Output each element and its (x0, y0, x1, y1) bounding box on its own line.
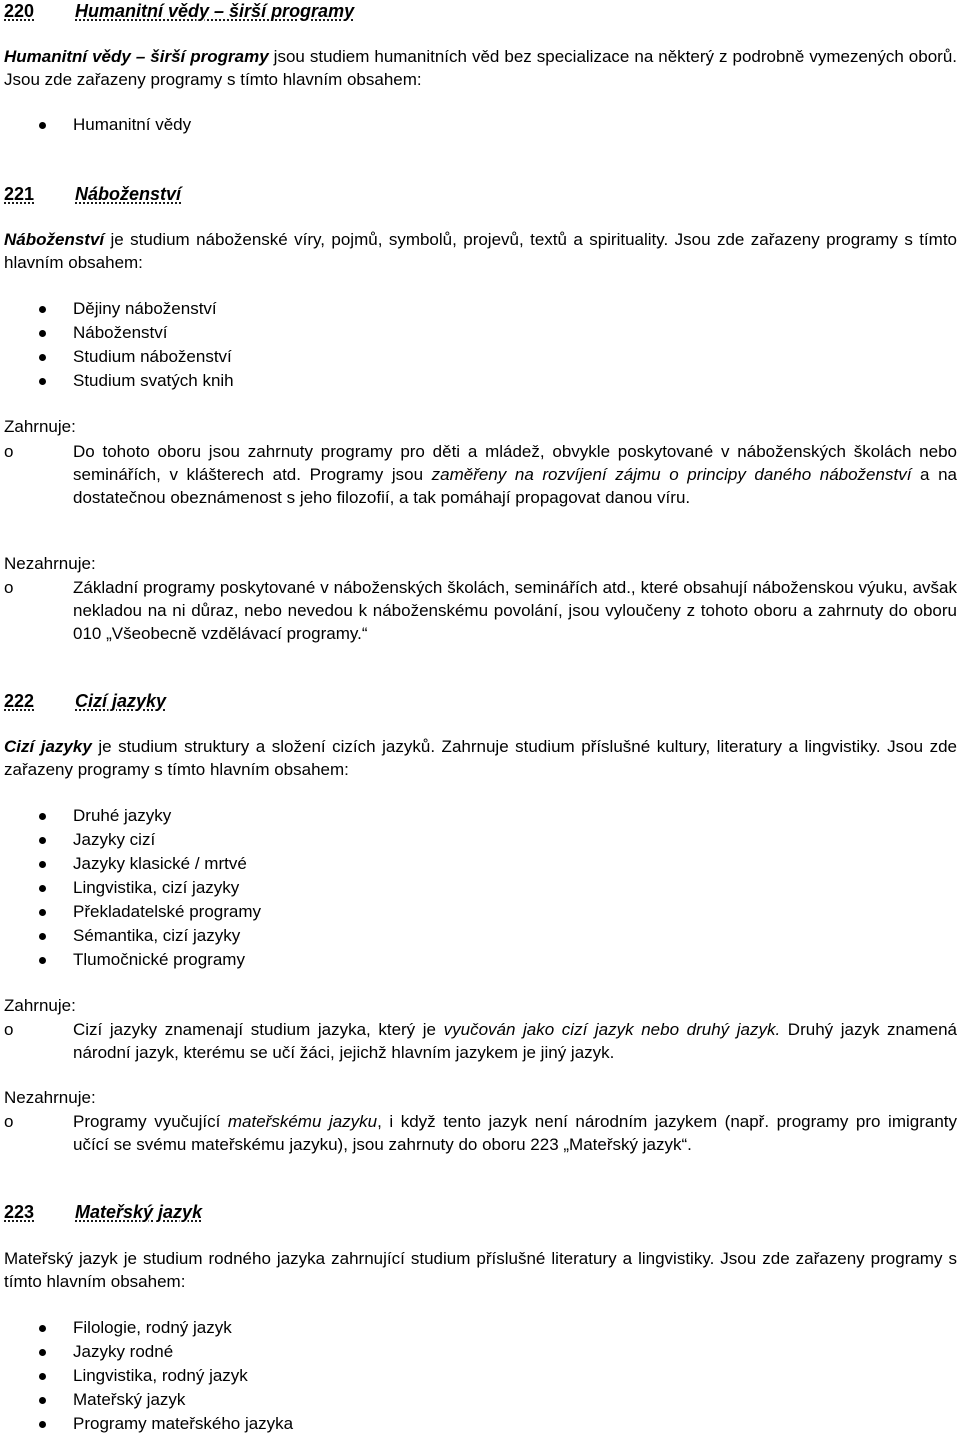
includes-label: Zahrnuje: (4, 996, 76, 1015)
list-item: Sémantika, cizí jazyky (4, 924, 261, 948)
bullet-icon (39, 354, 46, 361)
section-heading-221 (4, 183, 181, 205)
bullet-icon (39, 1349, 46, 1356)
list-item: Druhé jazyky (4, 804, 261, 828)
bullet-icon (39, 378, 46, 385)
section-number: 222 (4, 691, 35, 711)
bullet-icon (39, 837, 46, 844)
list-item: Filologie, rodný jazyk (4, 1316, 293, 1340)
section-title: Náboženství (75, 184, 182, 204)
bullet-icon (39, 306, 46, 313)
content-list-221 (4, 297, 234, 393)
list-item: Lingvistika, cizí jazyky (4, 876, 261, 900)
list-item: Jazyky cizí (4, 828, 261, 852)
section-title: Humanitní vědy – širší programy (75, 1, 355, 21)
bullet-icon (39, 330, 46, 337)
list-item: Dějiny náboženství (4, 297, 234, 321)
circle-bullet-icon: o (4, 1112, 14, 1131)
list-item: Humanitní vědy (4, 113, 191, 137)
section-intro-221 (4, 228, 957, 274)
bullet-icon (39, 1397, 46, 1404)
circle-bullet-icon: o (4, 442, 14, 461)
bullet-icon (39, 122, 46, 129)
intro-term: Náboženství (4, 230, 105, 249)
list-item: Tlumočnické programy (4, 948, 261, 972)
list-item: Překladatelské programy (4, 900, 261, 924)
section-intro-223: Mateřský jazyk je studium rodného jazyka zahrnující studium příslušné literatury a lingvistiky. Jsou zde zařazeny programy s tímto hlavním obsahem: (4, 1249, 957, 1291)
section-number: 223 (4, 1202, 35, 1222)
intro-text: je studium náboženské víry, pojmů, symbolů, projevů, textů a spirituality. Jsou zde zařazeny programy s tímto hlavním obsahem: (4, 230, 957, 272)
bullet-icon (39, 957, 46, 964)
intro-term: Cizí jazyky (4, 737, 92, 756)
bullet-icon (39, 813, 46, 820)
includes-label: Zahrnuje: (4, 417, 76, 436)
bullet-icon (39, 1373, 46, 1380)
content-list-220 (4, 113, 191, 137)
excludes-note-222: o Programy vyučující mateřskému jazyku, i když tento jazyk není národním jazykem (např. programy pro imigranty učící se svému mateřskému jazyku), jsou zahrnuty do oboru 223 „Mateřský jazyk“. (4, 1112, 958, 1154)
intro-text: je studium struktury a složení cizích jazyků. Zahrnuje studium příslušné kultury, literatury a lingvistiky. Jsou zde zařazeny programy s tímto hlavním obsahem: (4, 737, 957, 779)
section-heading-222 (4, 690, 166, 712)
section-number: 220 (4, 1, 35, 21)
bullet-icon (39, 909, 46, 916)
content-list-223 (4, 1316, 293, 1436)
intro-text: jsou studiem humanitních věd bez specializace na některý z podrobně vymezených oborů. Jsou zde zařazeny programy s tímto hlavním obsahem: (4, 47, 957, 89)
bullet-icon (39, 933, 46, 940)
list-item: Programy mateřského jazyka (4, 1412, 293, 1436)
section-title: Mateřský jazyk (75, 1202, 203, 1222)
intro-term: Humanitní vědy – širší programy (4, 47, 269, 66)
list-item: Jazyky klasické / mrtvé (4, 852, 261, 876)
bullet-icon (39, 885, 46, 892)
circle-bullet-icon: o (4, 1020, 14, 1039)
section-heading-223 (4, 1201, 202, 1223)
section-intro-222 (4, 735, 957, 781)
bullet-icon (39, 861, 46, 868)
section-title: Cizí jazyky (75, 691, 167, 711)
section-intro-220 (4, 45, 957, 91)
excludes-label: Nezahrnuje: (4, 1088, 96, 1107)
bullet-icon (39, 1325, 46, 1332)
list-item: Jazyky rodné (4, 1340, 293, 1364)
list-item: Mateřský jazyk (4, 1388, 293, 1412)
section-number: 221 (4, 184, 35, 204)
list-item: Studium náboženství (4, 345, 234, 369)
list-item: Lingvistika, rodný jazyk (4, 1364, 293, 1388)
excludes-note-221: o Základní programy poskytované v náboženských školách, seminářích atd., které obsahují náboženskou výuku, avšak nekladou na ni důraz, nebo nevedou k náboženskému povolání, jsou vyloučeny z tohoto oboru a zahrnuty do oboru 010 „Všeobecně vzdělávací programy.“ (4, 578, 957, 643)
includes-note-222: o Cizí jazyky znamenají studium jazyka, který je vyučován jako cizí jazyk nebo druhý jazyk. Druhý jazyk znamená národní jazyk, kterému se učí žáci, jejichž hlavním jazykem je jiný jazyk. (4, 1020, 957, 1062)
excludes-label: Nezahrnuje: (4, 554, 96, 573)
section-heading-220 (4, 0, 354, 22)
circle-bullet-icon: o (4, 578, 14, 597)
list-item: Studium svatých knih (4, 369, 234, 393)
includes-note-221: o Do tohoto oboru jsou zahrnuty programy pro děti a mládež, obvykle poskytované v náboženských školách nebo seminářích, v klášterech atd. Programy jsou zaměřeny na rozvíjení zájmu o principy daného náboženství a na dostatečnou obeznámenost s jeho filozofií, a tak pomáhají propagovat danou víru. (4, 442, 957, 507)
content-list-222 (4, 804, 261, 972)
bullet-icon (39, 1421, 46, 1428)
list-item: Náboženství (4, 321, 234, 345)
